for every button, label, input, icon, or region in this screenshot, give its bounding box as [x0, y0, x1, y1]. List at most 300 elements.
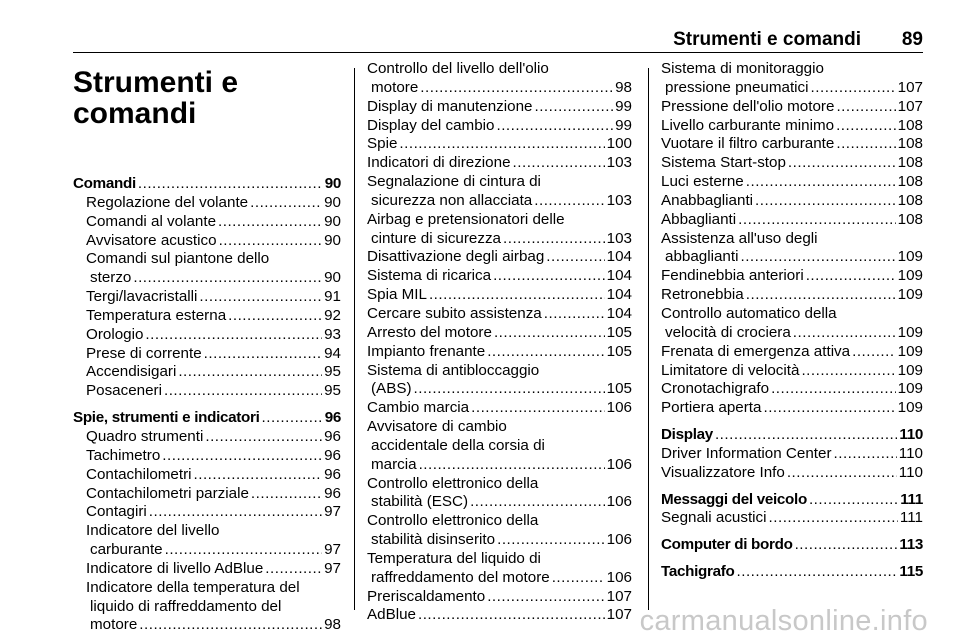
toc-entry-label: Tergi/lavacristalli	[86, 288, 198, 306]
toc-page-number: 105	[606, 380, 632, 398]
dot-leader	[793, 324, 896, 343]
toc-page-number: 108	[897, 173, 923, 191]
toc-entry-label: Cronotachigrafo	[661, 380, 770, 398]
toc-page-number: 108	[897, 210, 923, 228]
toc-entry[interactable]	[661, 211, 923, 230]
toc-page-number: 111	[899, 509, 923, 527]
toc-entry-label: Retronebbia	[661, 286, 744, 304]
dot-leader	[740, 248, 895, 267]
toc-entry-label: Quadro strumenti	[86, 427, 204, 445]
toc-page-number: 90	[324, 175, 341, 192]
toc-entry[interactable]	[661, 509, 923, 528]
toc-entry[interactable]	[73, 428, 341, 447]
toc-page-number: 106	[606, 568, 632, 586]
toc-entry-label: Spie	[367, 135, 398, 153]
dot-leader	[145, 326, 322, 345]
toc-page-number: 90	[324, 212, 341, 230]
toc-page-number: 103	[606, 154, 632, 172]
toc-line	[661, 445, 923, 464]
toc-entry-label: Tachimetro	[86, 446, 161, 464]
toc-entry-label: raffreddamento del motore	[371, 568, 550, 586]
toc-entry-label: Luci esterne	[661, 173, 744, 191]
toc-page-number: 107	[606, 587, 632, 605]
toc-line	[367, 531, 632, 550]
toc-entry[interactable]	[73, 363, 341, 382]
toc-entry[interactable]	[661, 399, 923, 418]
toc-entry-label: Orologio	[86, 325, 144, 343]
toc-line	[661, 211, 923, 230]
toc-line	[73, 307, 341, 326]
toc-page-number: 106	[606, 493, 632, 511]
toc-page-number: 108	[897, 135, 923, 153]
toc-page-number: 108	[897, 154, 923, 172]
toc-entry[interactable]	[367, 135, 632, 154]
toc-entry[interactable]	[73, 213, 341, 232]
toc-line	[73, 288, 341, 307]
toc-entry[interactable]	[367, 267, 632, 286]
toc-line	[73, 503, 341, 522]
toc-page-number: 108	[897, 191, 923, 209]
toc-page-number: 96	[324, 465, 341, 483]
dot-leader	[228, 307, 322, 326]
toc-page-number: 98	[615, 78, 632, 96]
toc-entry-label: carburante	[90, 541, 163, 559]
toc-page-number: 107	[897, 78, 923, 96]
toc-line	[73, 194, 341, 213]
dot-leader	[199, 288, 322, 307]
toc-column-1	[73, 60, 341, 635]
toc-entry[interactable]	[367, 305, 632, 324]
dot-leader	[738, 211, 896, 230]
toc-page-number: 106	[606, 399, 632, 417]
toc-line	[367, 343, 632, 362]
dot-leader	[205, 428, 322, 447]
toc-entry[interactable]	[367, 362, 632, 400]
toc-line	[367, 154, 632, 173]
toc-entry-label: Contachilometri	[86, 465, 192, 483]
toc-line	[661, 248, 923, 267]
toc-entry-label: motore	[90, 616, 138, 634]
dot-leader	[503, 230, 605, 249]
toc-entry[interactable]	[73, 560, 341, 579]
dot-leader	[133, 269, 322, 288]
toc-section[interactable]	[661, 563, 923, 582]
toc-line	[367, 79, 632, 98]
toc-line	[73, 345, 341, 364]
toc-page-number: 99	[615, 116, 632, 134]
toc-page-number: 92	[324, 306, 341, 324]
toc-entry-label: Abbaglianti	[661, 210, 737, 228]
toc-entry-label: Indicatori di direzione	[367, 154, 511, 172]
toc-line	[367, 399, 632, 418]
toc-entry-label: Display di manutenzione	[367, 97, 533, 115]
toc-entry-label: Avvisatore acustico	[86, 231, 217, 249]
toc-line	[661, 98, 923, 117]
dot-leader	[194, 466, 323, 485]
dot-leader	[834, 445, 897, 464]
toc-entry-label: Messaggi del veicolo	[661, 490, 807, 508]
toc-entry-first-line: Sistema di monitoraggio	[661, 60, 824, 77]
dot-leader	[801, 362, 895, 381]
toc-entry[interactable]	[661, 98, 923, 117]
toc-entry[interactable]	[661, 286, 923, 305]
toc-section[interactable]	[661, 426, 923, 445]
toc-page-number: 100	[606, 135, 632, 153]
toc-entry[interactable]	[73, 466, 341, 485]
toc-line	[73, 560, 341, 579]
dot-leader	[420, 79, 613, 98]
toc-entry[interactable]	[367, 98, 632, 117]
toc-line	[661, 173, 923, 192]
dot-leader	[219, 232, 323, 251]
toc-page-number: 109	[897, 399, 923, 417]
toc-page-number: 110	[898, 444, 923, 462]
toc-line	[661, 117, 923, 136]
dot-leader	[250, 194, 322, 213]
toc-entry-label: cinture di sicurezza	[371, 229, 501, 247]
toc-line	[367, 135, 632, 154]
toc-column-2	[367, 60, 632, 625]
toc-line	[367, 98, 632, 117]
toc-page-number: 104	[606, 267, 632, 285]
toc-page-number: 106	[606, 455, 632, 473]
toc-page-number: 109	[897, 361, 923, 379]
dot-leader	[852, 343, 896, 362]
toc-line	[367, 305, 632, 324]
toc-line	[661, 491, 923, 510]
toc-entry-label: velocità di crociera	[665, 323, 791, 341]
toc-entry[interactable]	[661, 60, 923, 98]
toc-entry[interactable]	[367, 588, 632, 607]
toc-page-number: 96	[324, 446, 341, 464]
toc-entry-label: Fendinebbia anteriori	[661, 267, 804, 285]
toc-entry[interactable]	[367, 606, 632, 625]
dot-leader	[795, 536, 898, 555]
dot-leader	[418, 606, 605, 625]
toc-page-number: 109	[897, 267, 923, 285]
toc-line	[73, 616, 341, 635]
toc-line	[73, 232, 341, 251]
toc-page-number: 109	[897, 342, 923, 360]
toc-page-number: 107	[606, 606, 632, 624]
toc-entry[interactable]	[73, 579, 341, 636]
toc-entry[interactable]	[661, 464, 923, 483]
toc-page-number: 98	[324, 616, 341, 634]
toc-entry-label: Vuotare il filtro carburante	[661, 135, 835, 153]
toc-line	[73, 363, 341, 382]
toc-entry[interactable]	[367, 173, 632, 211]
toc-entry-label: Sistema Start-stop	[661, 154, 786, 172]
toc-entry-first-line: Sistema di antibloccaggio	[367, 361, 540, 379]
dot-leader	[218, 213, 322, 232]
dot-leader	[471, 399, 605, 418]
watermark: carmanualsonline.info	[639, 605, 928, 637]
toc-page-number: 115	[899, 563, 923, 581]
toc-line	[367, 588, 632, 607]
toc-entry-label: Pressione dell'olio motore	[661, 97, 835, 115]
header-divider	[73, 52, 923, 53]
toc-page-number: 106	[606, 531, 632, 549]
section-gap	[661, 483, 923, 491]
toc-line	[73, 447, 341, 466]
toc-entry-label: Driver Information Center	[661, 444, 832, 462]
section-gap	[73, 401, 341, 409]
toc-entry-label: Spia MIL	[367, 286, 427, 304]
toc-page-number: 96	[324, 427, 341, 445]
dot-leader	[737, 563, 898, 582]
toc-entry-label: Temperatura esterna	[86, 306, 227, 324]
dot-leader	[470, 493, 605, 512]
toc-line	[367, 117, 632, 136]
toc-entry[interactable]	[73, 382, 341, 401]
toc-entry[interactable]	[73, 485, 341, 504]
dot-leader	[162, 447, 322, 466]
toc-line	[661, 362, 923, 381]
toc-page-number: 97	[324, 559, 341, 577]
toc-entry-first-line: Segnalazione di cintura di	[367, 173, 541, 191]
toc-line	[73, 382, 341, 401]
toc-line	[73, 326, 341, 345]
toc-entry-label: Sistema di ricarica	[367, 267, 492, 285]
toc-page-number: 95	[324, 382, 341, 400]
toc-entry-label: Accendisigari	[86, 363, 177, 381]
chapter-title: Strumenti e comandi	[73, 66, 239, 130]
toc-entry-label: Visualizzatore Info	[661, 463, 785, 481]
toc-page-number: 105	[606, 323, 632, 341]
toc-line	[367, 456, 632, 475]
toc-entry-label: Computer di bordo	[661, 536, 793, 554]
dot-leader	[836, 98, 895, 117]
dot-leader	[494, 324, 605, 343]
toc-entry-label: Prese di corrente	[86, 344, 202, 362]
toc-line	[73, 485, 341, 504]
toc-list-1	[73, 175, 341, 635]
toc-entry-label: Arresto del motore	[367, 323, 492, 341]
toc-entry[interactable]	[661, 173, 923, 192]
toc-entry[interactable]	[73, 307, 341, 326]
toc-line	[661, 426, 923, 445]
toc-entry-label: stabilità disinserito	[371, 531, 496, 549]
toc-page-number: 97	[324, 503, 341, 521]
dot-leader	[771, 380, 896, 399]
toc-entry[interactable]	[367, 324, 632, 343]
toc-page-number: 90	[324, 269, 341, 287]
dot-leader	[204, 345, 322, 364]
toc-entry-first-line: Indicatore del livello	[86, 522, 220, 540]
toc-entry[interactable]	[661, 135, 923, 154]
toc-entry[interactable]	[661, 305, 923, 343]
dot-leader	[534, 192, 604, 211]
toc-section[interactable]	[73, 409, 341, 428]
toc-line	[367, 248, 632, 267]
toc-page-number: 97	[324, 541, 341, 559]
toc-entry-first-line: Airbag e pretensionatori delle	[367, 210, 565, 228]
toc-entry-label: Livello carburante minimo	[661, 116, 835, 134]
toc-entry[interactable]	[367, 550, 632, 588]
toc-entry[interactable]	[73, 194, 341, 213]
toc-entry[interactable]	[367, 117, 632, 136]
toc-entry[interactable]	[73, 326, 341, 345]
toc-entry-label: Contagiri	[86, 503, 147, 521]
dot-leader	[251, 485, 322, 504]
toc-column-3	[661, 60, 923, 582]
toc-entry-label: Tachigrafo	[661, 563, 735, 581]
dot-leader	[149, 503, 322, 522]
toc-entry[interactable]	[367, 512, 632, 550]
toc-section[interactable]	[73, 175, 341, 194]
toc-entry[interactable]	[367, 418, 632, 475]
toc-entry[interactable]	[661, 267, 923, 286]
toc-entry-label: sterzo	[90, 269, 132, 287]
toc-entry-first-line: Comandi sul piantone dello	[86, 250, 270, 268]
dot-leader	[787, 464, 897, 483]
toc-page-number: 95	[324, 363, 341, 381]
toc-line	[661, 79, 923, 98]
toc-section[interactable]	[661, 491, 923, 510]
toc-list-2	[367, 60, 632, 625]
dot-leader	[763, 399, 895, 418]
dot-leader	[139, 616, 322, 635]
toc-page-number: 105	[606, 342, 632, 360]
dot-leader	[138, 175, 323, 194]
toc-line	[661, 563, 923, 582]
toc-page-number: 91	[324, 288, 341, 306]
toc-entry[interactable]	[73, 288, 341, 307]
toc-entry[interactable]	[367, 154, 632, 173]
toc-entry[interactable]	[367, 286, 632, 305]
toc-line	[661, 286, 923, 305]
toc-entry-second-line: liquido di raffreddamento del	[90, 597, 282, 615]
toc-entry-label: Anabbaglianti	[661, 191, 754, 209]
dot-leader	[419, 456, 605, 475]
toc-page-number: 94	[324, 344, 341, 362]
toc-entry[interactable]	[73, 232, 341, 251]
toc-entry-label: Portiera aperta	[661, 399, 762, 417]
toc-page-number: 90	[324, 231, 341, 249]
dot-leader	[265, 560, 322, 579]
toc-entry-label: pressione pneumatici	[665, 78, 809, 96]
toc-entry[interactable]	[73, 447, 341, 466]
toc-entry-label: Spie, strumenti e indicatori	[73, 409, 260, 427]
toc-line	[661, 399, 923, 418]
dot-leader	[746, 286, 896, 305]
toc-line	[661, 154, 923, 173]
toc-line	[661, 267, 923, 286]
dot-leader	[836, 135, 895, 154]
toc-page-number: 103	[606, 229, 632, 247]
dot-leader	[746, 173, 896, 192]
toc-entry[interactable]	[73, 503, 341, 522]
toc-entry[interactable]	[661, 154, 923, 173]
toc-line	[661, 536, 923, 555]
toc-entry-label: Posaceneri	[86, 382, 162, 400]
dot-leader	[546, 248, 604, 267]
page-header	[73, 29, 923, 51]
toc-entry[interactable]	[661, 117, 923, 136]
toc-page-number: 103	[606, 191, 632, 209]
toc-line	[73, 269, 341, 288]
toc-entry-label: Comandi al volante	[86, 212, 217, 230]
toc-line	[73, 428, 341, 447]
dot-leader	[487, 343, 604, 362]
toc-entry-label: Segnali acustici	[661, 509, 767, 527]
section-gap	[661, 555, 923, 563]
toc-entry-label: marcia	[371, 455, 417, 473]
toc-line	[367, 569, 632, 588]
toc-line	[367, 380, 632, 399]
toc-page-number: 93	[324, 325, 341, 343]
dot-leader	[806, 267, 896, 286]
toc-page-number: 90	[324, 193, 341, 211]
dot-leader	[414, 380, 605, 399]
toc-entry[interactable]	[73, 250, 341, 288]
toc-entry[interactable]	[661, 445, 923, 464]
toc-page-number: 109	[897, 248, 923, 266]
toc-entry-label: Limitatore di velocità	[661, 361, 800, 379]
toc-line	[661, 343, 923, 362]
dot-leader	[513, 154, 605, 173]
dot-leader	[836, 117, 896, 136]
toc-entry-label: Frenata di emergenza attiva	[661, 342, 851, 360]
dot-leader	[429, 286, 605, 305]
toc-line	[73, 466, 341, 485]
toc-entry[interactable]	[367, 475, 632, 513]
toc-entry-label: Display del cambio	[367, 116, 495, 134]
toc-entry[interactable]	[367, 60, 632, 98]
toc-entry-first-line: Assistenza all'uso degli	[661, 229, 818, 247]
toc-entry[interactable]	[661, 343, 923, 362]
header-title: Strumenti e comandi	[673, 29, 861, 50]
toc-entry-second-line: accidentale della corsia di	[371, 436, 545, 454]
dot-leader	[164, 382, 322, 401]
toc-entry-first-line: Temperatura del liquido di	[367, 549, 541, 567]
toc-entry-label: sicurezza non allacciata	[371, 191, 533, 209]
toc-entry[interactable]	[367, 343, 632, 362]
toc-page-number: 111	[900, 490, 923, 508]
toc-entry-label: Indicatore di livello AdBlue	[86, 559, 264, 577]
toc-entry-label: Comandi	[73, 175, 136, 192]
toc-page-number: 107	[897, 97, 923, 115]
toc-line	[367, 606, 632, 625]
toc-line	[367, 230, 632, 249]
toc-entry[interactable]	[661, 380, 923, 399]
toc-entry[interactable]	[661, 362, 923, 381]
toc-entry[interactable]	[661, 230, 923, 268]
dot-leader	[788, 154, 896, 173]
toc-entry-first-line: Controllo elettronico della	[367, 512, 539, 530]
toc-entry[interactable]	[367, 248, 632, 267]
page-number: 89	[901, 29, 923, 50]
toc-page-number: 99	[615, 97, 632, 115]
toc-entry[interactable]	[367, 211, 632, 249]
toc-line	[367, 324, 632, 343]
dot-leader	[165, 541, 322, 560]
toc-page-number: 110	[898, 463, 923, 481]
toc-page-number: 108	[897, 116, 923, 134]
toc-entry[interactable]	[73, 522, 341, 560]
toc-line	[73, 213, 341, 232]
toc-entry[interactable]	[73, 345, 341, 364]
toc-line	[661, 192, 923, 211]
toc-page-number: 109	[897, 323, 923, 341]
toc-line	[661, 380, 923, 399]
toc-entry-first-line: Controllo automatico della	[661, 304, 837, 322]
toc-entry[interactable]	[367, 399, 632, 418]
toc-line	[73, 409, 341, 428]
toc-entry[interactable]	[661, 192, 923, 211]
toc-section[interactable]	[661, 536, 923, 555]
toc-entry-label: Cercare subito assistenza	[367, 304, 542, 322]
